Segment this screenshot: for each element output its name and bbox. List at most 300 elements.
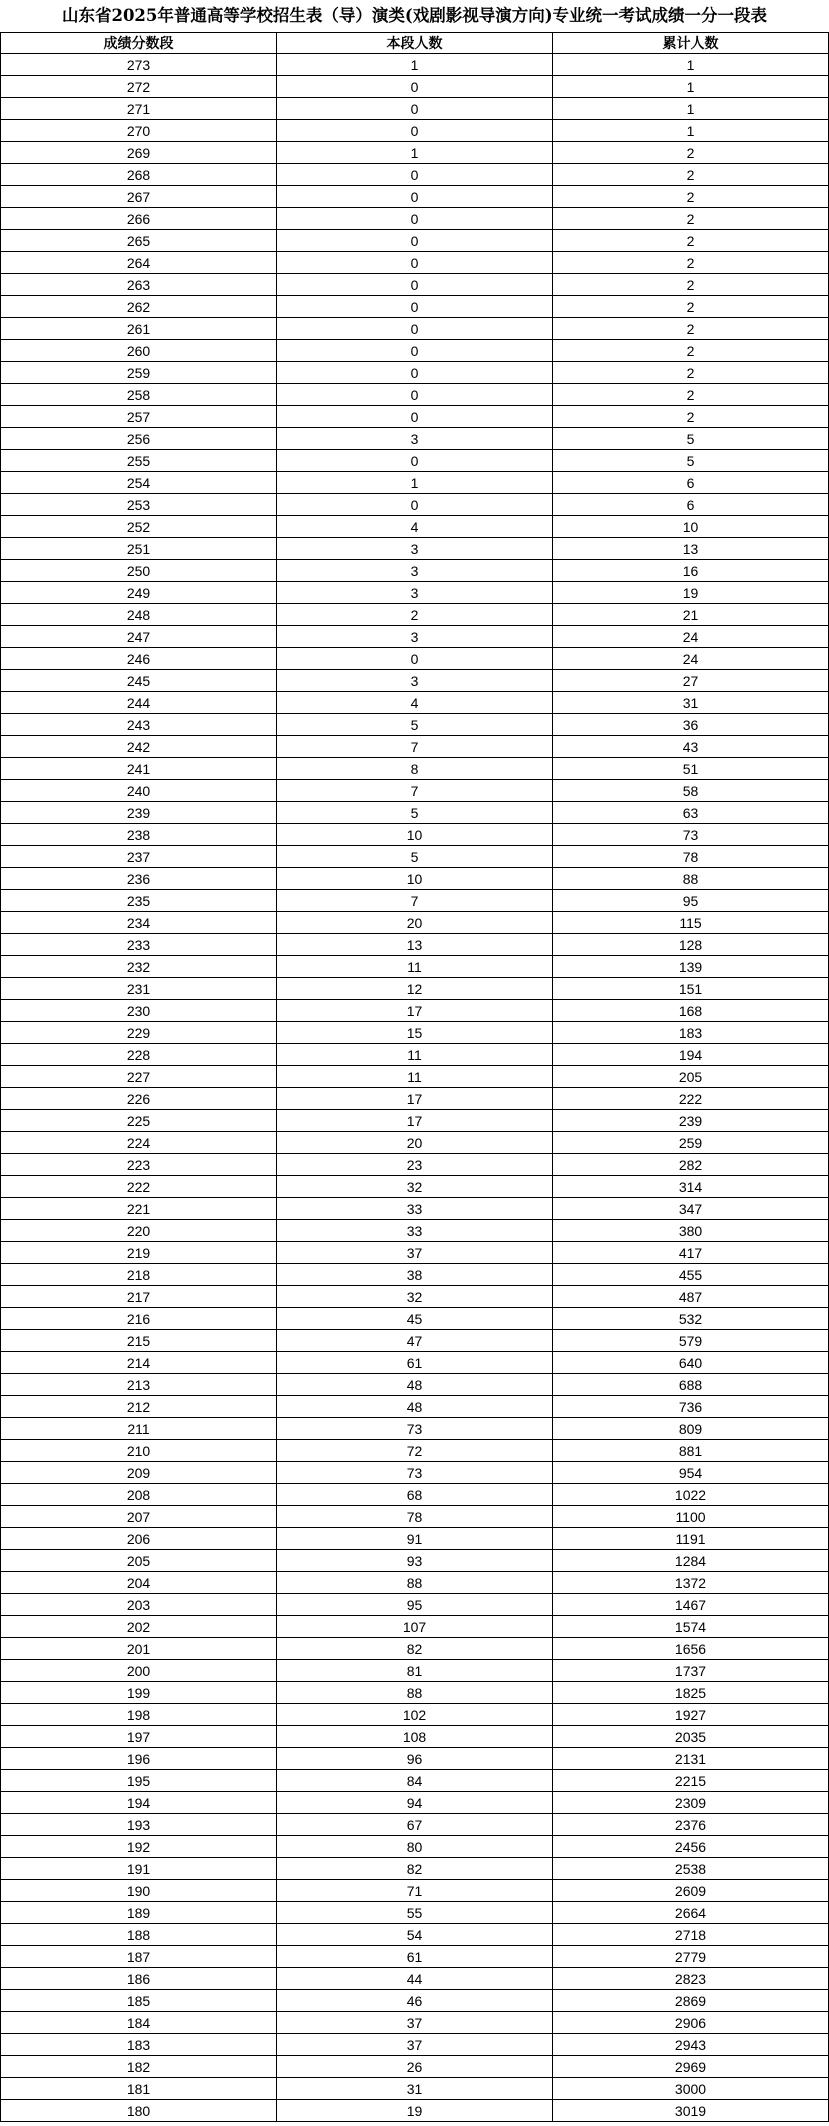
cumulative-count-cell: 73 [553, 824, 829, 846]
cumulative-count-cell: 2 [553, 362, 829, 384]
segment-count-cell: 33 [277, 1198, 553, 1220]
segment-count-cell: 47 [277, 1330, 553, 1352]
table-row [1, 1726, 829, 1748]
score-cell: 191 [1, 1858, 277, 1880]
score-cell: 245 [1, 670, 277, 692]
segment-count-cell: 3 [277, 626, 553, 648]
table-row [1, 1044, 829, 1066]
cumulative-count-cell: 1656 [553, 1638, 829, 1660]
table-row [1, 120, 829, 142]
table-row [1, 692, 829, 714]
table-row [1, 340, 829, 362]
table-header-row [1, 33, 829, 54]
segment-count-cell: 54 [277, 1924, 553, 1946]
segment-count-cell: 82 [277, 1858, 553, 1880]
score-cell: 231 [1, 978, 277, 1000]
cumulative-count-cell: 43 [553, 736, 829, 758]
score-cell: 255 [1, 450, 277, 472]
table-row [1, 2012, 829, 2034]
table-row [1, 1440, 829, 1462]
table-row [1, 54, 829, 76]
cumulative-count-cell: 78 [553, 846, 829, 868]
score-cell: 184 [1, 2012, 277, 2034]
cumulative-count-cell: 2 [553, 208, 829, 230]
cumulative-count-cell: 194 [553, 1044, 829, 1066]
score-cell: 204 [1, 1572, 277, 1594]
score-cell: 200 [1, 1660, 277, 1682]
score-cell: 256 [1, 428, 277, 450]
cumulative-count-cell: 1100 [553, 1506, 829, 1528]
table-row [1, 538, 829, 560]
cumulative-count-cell: 1927 [553, 1704, 829, 1726]
cumulative-count-cell: 205 [553, 1066, 829, 1088]
score-cell: 213 [1, 1374, 277, 1396]
segment-count-cell: 2 [277, 604, 553, 626]
cumulative-count-cell: 2943 [553, 2034, 829, 2056]
segment-count-cell: 38 [277, 1264, 553, 1286]
segment-count-cell: 1 [277, 54, 553, 76]
score-cell: 234 [1, 912, 277, 934]
table-row [1, 1968, 829, 1990]
cumulative-count-cell: 1574 [553, 1616, 829, 1638]
cumulative-count-cell: 139 [553, 956, 829, 978]
table-row [1, 384, 829, 406]
segment-count-cell: 0 [277, 450, 553, 472]
segment-count-cell: 5 [277, 846, 553, 868]
table-row [1, 714, 829, 736]
score-cell: 211 [1, 1418, 277, 1440]
table-row [1, 1484, 829, 1506]
score-cell: 193 [1, 1814, 277, 1836]
segment-count-cell: 20 [277, 1132, 553, 1154]
cumulative-count-cell: 736 [553, 1396, 829, 1418]
segment-count-cell: 0 [277, 252, 553, 274]
cumulative-count-cell: 168 [553, 1000, 829, 1022]
table-row [1, 494, 829, 516]
table-row [1, 1990, 829, 2012]
table-row [1, 1660, 829, 1682]
table-row [1, 736, 829, 758]
segment-count-cell: 31 [277, 2078, 553, 2100]
score-cell: 208 [1, 1484, 277, 1506]
segment-count-cell: 15 [277, 1022, 553, 1044]
table-row [1, 2100, 829, 2122]
cumulative-count-cell: 24 [553, 626, 829, 648]
score-cell: 181 [1, 2078, 277, 2100]
score-cell: 210 [1, 1440, 277, 1462]
cumulative-count-cell: 2 [553, 230, 829, 252]
score-cell: 235 [1, 890, 277, 912]
table-row [1, 362, 829, 384]
cumulative-count-cell: 1 [553, 120, 829, 142]
segment-count-cell: 5 [277, 714, 553, 736]
score-cell: 225 [1, 1110, 277, 1132]
score-cell: 186 [1, 1968, 277, 1990]
segment-count-cell: 19 [277, 2100, 553, 2122]
cumulative-count-cell: 282 [553, 1154, 829, 1176]
cumulative-count-cell: 2 [553, 186, 829, 208]
segment-count-cell: 48 [277, 1396, 553, 1418]
segment-count-cell: 67 [277, 1814, 553, 1836]
cumulative-count-cell: 128 [553, 934, 829, 956]
segment-count-cell: 71 [277, 1880, 553, 1902]
cumulative-count-cell: 151 [553, 978, 829, 1000]
cumulative-count-cell: 3019 [553, 2100, 829, 2122]
cumulative-count-cell: 417 [553, 1242, 829, 1264]
segment-count-cell: 5 [277, 802, 553, 824]
table-row [1, 1264, 829, 1286]
table-row [1, 1858, 829, 1880]
table-row [1, 626, 829, 648]
segment-count-cell: 0 [277, 648, 553, 670]
cumulative-count-cell: 3000 [553, 2078, 829, 2100]
cumulative-count-cell: 2309 [553, 1792, 829, 1814]
score-cell: 257 [1, 406, 277, 428]
score-cell: 221 [1, 1198, 277, 1220]
segment-count-cell: 1 [277, 142, 553, 164]
score-cell: 188 [1, 1924, 277, 1946]
cumulative-count-cell: 2538 [553, 1858, 829, 1880]
table-row [1, 1198, 829, 1220]
table-row [1, 1572, 829, 1594]
table-row [1, 1000, 829, 1022]
table-body [1, 54, 829, 2122]
score-cell: 206 [1, 1528, 277, 1550]
cumulative-count-cell: 1 [553, 76, 829, 98]
cumulative-count-cell: 380 [553, 1220, 829, 1242]
cumulative-count-cell: 2869 [553, 1990, 829, 2012]
segment-count-cell: 17 [277, 1110, 553, 1132]
segment-count-cell: 23 [277, 1154, 553, 1176]
table-row [1, 1286, 829, 1308]
score-cell: 209 [1, 1462, 277, 1484]
segment-count-cell: 11 [277, 1044, 553, 1066]
table-row [1, 890, 829, 912]
cumulative-count-cell: 95 [553, 890, 829, 912]
table-row [1, 1550, 829, 1572]
score-cell: 258 [1, 384, 277, 406]
score-cell: 270 [1, 120, 277, 142]
score-cell: 227 [1, 1066, 277, 1088]
table-row [1, 1022, 829, 1044]
segment-count-cell: 46 [277, 1990, 553, 2012]
score-cell: 196 [1, 1748, 277, 1770]
cumulative-count-cell: 115 [553, 912, 829, 934]
table-row [1, 1638, 829, 1660]
segment-count-cell: 61 [277, 1946, 553, 1968]
table-row [1, 516, 829, 538]
table-row [1, 1792, 829, 1814]
segment-count-cell: 0 [277, 318, 553, 340]
table-row [1, 1704, 829, 1726]
cumulative-count-cell: 21 [553, 604, 829, 626]
cumulative-count-cell: 51 [553, 758, 829, 780]
cumulative-count-cell: 2376 [553, 1814, 829, 1836]
table-row [1, 98, 829, 120]
cumulative-count-cell: 31 [553, 692, 829, 714]
segment-count-cell: 0 [277, 494, 553, 516]
table-row [1, 274, 829, 296]
segment-count-cell: 0 [277, 98, 553, 120]
table-row [1, 1396, 829, 1418]
segment-count-cell: 0 [277, 362, 553, 384]
segment-count-cell: 78 [277, 1506, 553, 1528]
cumulative-count-cell: 36 [553, 714, 829, 736]
score-cell: 250 [1, 560, 277, 582]
table-row [1, 1176, 829, 1198]
cumulative-count-cell: 1191 [553, 1528, 829, 1550]
score-cell: 238 [1, 824, 277, 846]
table-row [1, 604, 829, 626]
cumulative-count-cell: 6 [553, 494, 829, 516]
table-row [1, 1462, 829, 1484]
segment-count-cell: 96 [277, 1748, 553, 1770]
segment-count-cell: 48 [277, 1374, 553, 1396]
cumulative-count-cell: 455 [553, 1264, 829, 1286]
cumulative-count-cell: 19 [553, 582, 829, 604]
segment-count-cell: 32 [277, 1176, 553, 1198]
score-cell: 260 [1, 340, 277, 362]
segment-count-cell: 0 [277, 120, 553, 142]
segment-count-cell: 3 [277, 538, 553, 560]
cumulative-count-cell: 2 [553, 406, 829, 428]
table-row [1, 1154, 829, 1176]
score-cell: 268 [1, 164, 277, 186]
segment-count-cell: 0 [277, 406, 553, 428]
score-cell: 224 [1, 1132, 277, 1154]
table-row [1, 1814, 829, 1836]
score-cell: 203 [1, 1594, 277, 1616]
cumulative-count-cell: 2 [553, 296, 829, 318]
table-row [1, 824, 829, 846]
segment-count-cell: 8 [277, 758, 553, 780]
segment-count-cell: 37 [277, 2012, 553, 2034]
segment-count-cell: 72 [277, 1440, 553, 1462]
segment-count-cell: 94 [277, 1792, 553, 1814]
cumulative-count-cell: 88 [553, 868, 829, 890]
cumulative-count-cell: 1 [553, 54, 829, 76]
score-cell: 246 [1, 648, 277, 670]
cumulative-count-cell: 63 [553, 802, 829, 824]
score-cell: 218 [1, 1264, 277, 1286]
table-row [1, 978, 829, 1000]
score-cell: 197 [1, 1726, 277, 1748]
segment-count-cell: 0 [277, 340, 553, 362]
segment-count-cell: 0 [277, 164, 553, 186]
cumulative-count-cell: 2456 [553, 1836, 829, 1858]
cumulative-count-cell: 314 [553, 1176, 829, 1198]
table-row [1, 802, 829, 824]
cumulative-count-cell: 10 [553, 516, 829, 538]
table-row [1, 1924, 829, 1946]
table-row [1, 560, 829, 582]
segment-count-cell: 73 [277, 1462, 553, 1484]
score-cell: 264 [1, 252, 277, 274]
segment-count-cell: 13 [277, 934, 553, 956]
score-cell: 199 [1, 1682, 277, 1704]
score-cell: 229 [1, 1022, 277, 1044]
cumulative-count-cell: 5 [553, 450, 829, 472]
table-row [1, 758, 829, 780]
table-row [1, 450, 829, 472]
cumulative-count-cell: 954 [553, 1462, 829, 1484]
cumulative-count-cell: 2779 [553, 1946, 829, 1968]
segment-count-cell: 10 [277, 868, 553, 890]
cumulative-count-cell: 2131 [553, 1748, 829, 1770]
table-row [1, 2078, 829, 2100]
score-cell: 252 [1, 516, 277, 538]
score-cell: 198 [1, 1704, 277, 1726]
table-row [1, 1506, 829, 1528]
segment-count-cell: 20 [277, 912, 553, 934]
score-cell: 192 [1, 1836, 277, 1858]
segment-count-cell: 55 [277, 1902, 553, 1924]
table-row [1, 472, 829, 494]
score-cell: 267 [1, 186, 277, 208]
table-row [1, 1110, 829, 1132]
table-row [1, 912, 829, 934]
table-row [1, 1836, 829, 1858]
cumulative-count-cell: 2823 [553, 1968, 829, 1990]
cumulative-count-cell: 1022 [553, 1484, 829, 1506]
score-cell: 216 [1, 1308, 277, 1330]
segment-count-cell: 84 [277, 1770, 553, 1792]
segment-count-cell: 45 [277, 1308, 553, 1330]
table-row [1, 164, 829, 186]
segment-count-cell: 68 [277, 1484, 553, 1506]
cumulative-count-cell: 2718 [553, 1924, 829, 1946]
cumulative-count-cell: 1 [553, 98, 829, 120]
cumulative-count-cell: 6 [553, 472, 829, 494]
score-cell: 271 [1, 98, 277, 120]
score-cell: 222 [1, 1176, 277, 1198]
cumulative-count-cell: 13 [553, 538, 829, 560]
segment-count-cell: 37 [277, 1242, 553, 1264]
table-row [1, 670, 829, 692]
score-cell: 272 [1, 76, 277, 98]
score-cell: 259 [1, 362, 277, 384]
score-cell: 244 [1, 692, 277, 714]
segment-count-cell: 88 [277, 1682, 553, 1704]
cumulative-count-cell: 1737 [553, 1660, 829, 1682]
cumulative-count-cell: 2664 [553, 1902, 829, 1924]
segment-count-cell: 0 [277, 274, 553, 296]
segment-count-cell: 102 [277, 1704, 553, 1726]
cumulative-count-cell: 2 [553, 340, 829, 362]
score-cell: 273 [1, 54, 277, 76]
segment-count-cell: 3 [277, 560, 553, 582]
segment-count-cell: 26 [277, 2056, 553, 2078]
score-cell: 183 [1, 2034, 277, 2056]
score-cell: 202 [1, 1616, 277, 1638]
segment-count-cell: 0 [277, 230, 553, 252]
segment-count-cell: 1 [277, 472, 553, 494]
segment-count-cell: 93 [277, 1550, 553, 1572]
score-cell: 195 [1, 1770, 277, 1792]
cumulative-count-cell: 2215 [553, 1770, 829, 1792]
score-cell: 262 [1, 296, 277, 318]
segment-count-cell: 107 [277, 1616, 553, 1638]
segment-count-cell: 37 [277, 2034, 553, 2056]
table-row [1, 252, 829, 274]
segment-count-cell: 12 [277, 978, 553, 1000]
segment-count-cell: 0 [277, 384, 553, 406]
score-cell: 269 [1, 142, 277, 164]
cumulative-count-cell: 1372 [553, 1572, 829, 1594]
table-row [1, 1132, 829, 1154]
table-row [1, 1880, 829, 1902]
score-cell: 263 [1, 274, 277, 296]
table-row [1, 956, 829, 978]
score-cell: 215 [1, 1330, 277, 1352]
cumulative-count-cell: 579 [553, 1330, 829, 1352]
segment-count-cell: 0 [277, 186, 553, 208]
cumulative-count-cell: 2035 [553, 1726, 829, 1748]
cumulative-count-cell: 809 [553, 1418, 829, 1440]
score-cell: 201 [1, 1638, 277, 1660]
segment-count-cell: 3 [277, 582, 553, 604]
table-row [1, 208, 829, 230]
segment-count-cell: 0 [277, 76, 553, 98]
table-row [1, 1594, 829, 1616]
score-cell: 243 [1, 714, 277, 736]
segment-count-cell: 11 [277, 956, 553, 978]
score-cell: 248 [1, 604, 277, 626]
segment-count-cell: 7 [277, 736, 553, 758]
cumulative-count-cell: 347 [553, 1198, 829, 1220]
cumulative-count-cell: 2 [553, 318, 829, 340]
segment-count-cell: 61 [277, 1352, 553, 1374]
cumulative-count-cell: 58 [553, 780, 829, 802]
score-cell: 239 [1, 802, 277, 824]
cumulative-count-cell: 2 [553, 274, 829, 296]
table-row [1, 318, 829, 340]
cumulative-count-cell: 640 [553, 1352, 829, 1374]
segment-count-cell: 95 [277, 1594, 553, 1616]
segment-count-cell: 3 [277, 670, 553, 692]
cumulative-count-cell: 487 [553, 1286, 829, 1308]
cumulative-count-cell: 1825 [553, 1682, 829, 1704]
score-cell: 228 [1, 1044, 277, 1066]
segment-count-cell: 44 [277, 1968, 553, 1990]
cumulative-count-cell: 24 [553, 648, 829, 670]
segment-count-cell: 0 [277, 296, 553, 318]
header-score-range: 成绩分数段 [1, 33, 277, 54]
score-cell: 180 [1, 2100, 277, 2122]
table-row [1, 1088, 829, 1110]
table-row [1, 1330, 829, 1352]
score-cell: 230 [1, 1000, 277, 1022]
cumulative-count-cell: 2 [553, 164, 829, 186]
table-row [1, 1242, 829, 1264]
table-row [1, 76, 829, 98]
score-cell: 253 [1, 494, 277, 516]
table-row [1, 1308, 829, 1330]
score-cell: 247 [1, 626, 277, 648]
segment-count-cell: 7 [277, 780, 553, 802]
cumulative-count-cell: 222 [553, 1088, 829, 1110]
table-row [1, 1374, 829, 1396]
score-cell: 251 [1, 538, 277, 560]
cumulative-count-cell: 2 [553, 252, 829, 274]
segment-count-cell: 33 [277, 1220, 553, 1242]
header-segment-count: 本段人数 [277, 33, 553, 54]
cumulative-count-cell: 16 [553, 560, 829, 582]
table-row [1, 230, 829, 252]
cumulative-count-cell: 183 [553, 1022, 829, 1044]
table-row [1, 1418, 829, 1440]
score-cell: 214 [1, 1352, 277, 1374]
